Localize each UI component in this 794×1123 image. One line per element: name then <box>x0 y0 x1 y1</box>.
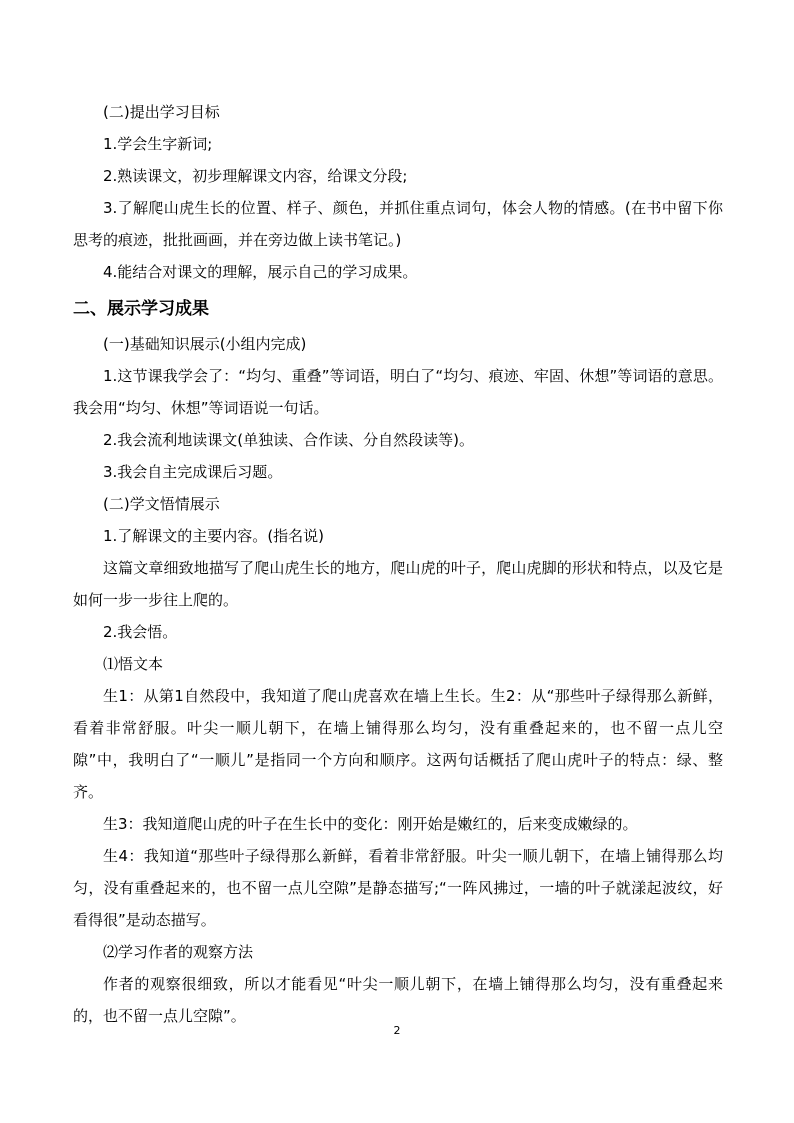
paragraph-body: 生1：从第1自然段中，我知道了爬山虎喜欢在墙上生长。生2：从“那些叶子绿得那么新鲜，看着非常舒服。叶尖一顺儿朝下，在墙上铺得那么均匀，没有重叠起来的，也不留一点儿空隙”中，我明白了“一顺儿”是指同一个方向和顺序。这两句话概括了爬山虎叶子的特点：绿、整齐。 <box>73 687 723 801</box>
paragraph-goal-2: 2.熟读课文，初步理解课文内容，给课文分段; <box>103 167 408 185</box>
paragraph-subheading: (一)基础知识展示(小组内完成) <box>103 335 307 353</box>
paragraph-item: 2.我会流利地读课文(单独读、合作读、分自然段读等)。 <box>103 431 475 449</box>
paragraph-item: 1.了解课文的主要内容。(指名说) <box>103 527 325 545</box>
page-number: 2 <box>393 1024 401 1037</box>
paragraph-goal-4: 4.能结合对课文的理解，展示自己的学习成果。 <box>103 263 418 281</box>
paragraph-item: 1.这节课我学会了：“均匀、重叠”等词语，明白了“均匀、痕迹、牢固、休想”等词语的意思。我会用“均匀、休想”等词语说一句话。 <box>73 367 723 417</box>
paragraph-body: 作者的观察很细致，所以才能看见“叶尖一顺儿朝下，在墙上铺得那么均匀，没有重叠起来的，也不留一点儿空隙”。 <box>73 975 723 1025</box>
paragraph-subheading: (二)提出学习目标 <box>103 103 220 121</box>
paragraph-body: 这篇文章细致地描写了爬山虎生长的地方，爬山虎的叶子，爬山虎脚的形状和特点，以及它是如何一步一步往上爬的。 <box>73 559 723 609</box>
paragraph-goal-3: 3.了解爬山虎生长的位置、样子、颜色，并抓住重点词句，体会人物的情感。(在书中留下你思考的痕迹，批批画画，并在旁边做上读书笔记。) <box>73 199 723 249</box>
document-body <box>73 96 723 1032</box>
paragraph-subheading: ⑴悟文本 <box>103 655 164 673</box>
paragraph-item: 3.我会自主完成课后习题。 <box>103 463 283 481</box>
paragraph-body: 生3：我知道爬山虎的叶子在生长中的变化：刚开始是嫩红的，后来变成嫩绿的。 <box>103 815 638 833</box>
paragraph-body: 生4：我知道“那些叶子绿得那么新鲜，看着非常舒服。叶尖一顺儿朝下，在墙上铺得那么均匀，没有重叠起来的，也不留一点儿空隙”是静态描写;“一阵风拂过，一墙的叶子就漾起波纹，好看得很”是动态描写。 <box>73 847 723 929</box>
paragraph-subheading: (二)学文悟情展示 <box>103 495 220 513</box>
paragraph-goal-1: 1.学会生字新词; <box>103 135 213 153</box>
paragraph-item: 2.我会悟。 <box>103 623 178 641</box>
section-heading: 二、展示学习成果 <box>73 299 209 319</box>
paragraph-subheading: ⑵学习作者的观察方法 <box>103 943 254 961</box>
